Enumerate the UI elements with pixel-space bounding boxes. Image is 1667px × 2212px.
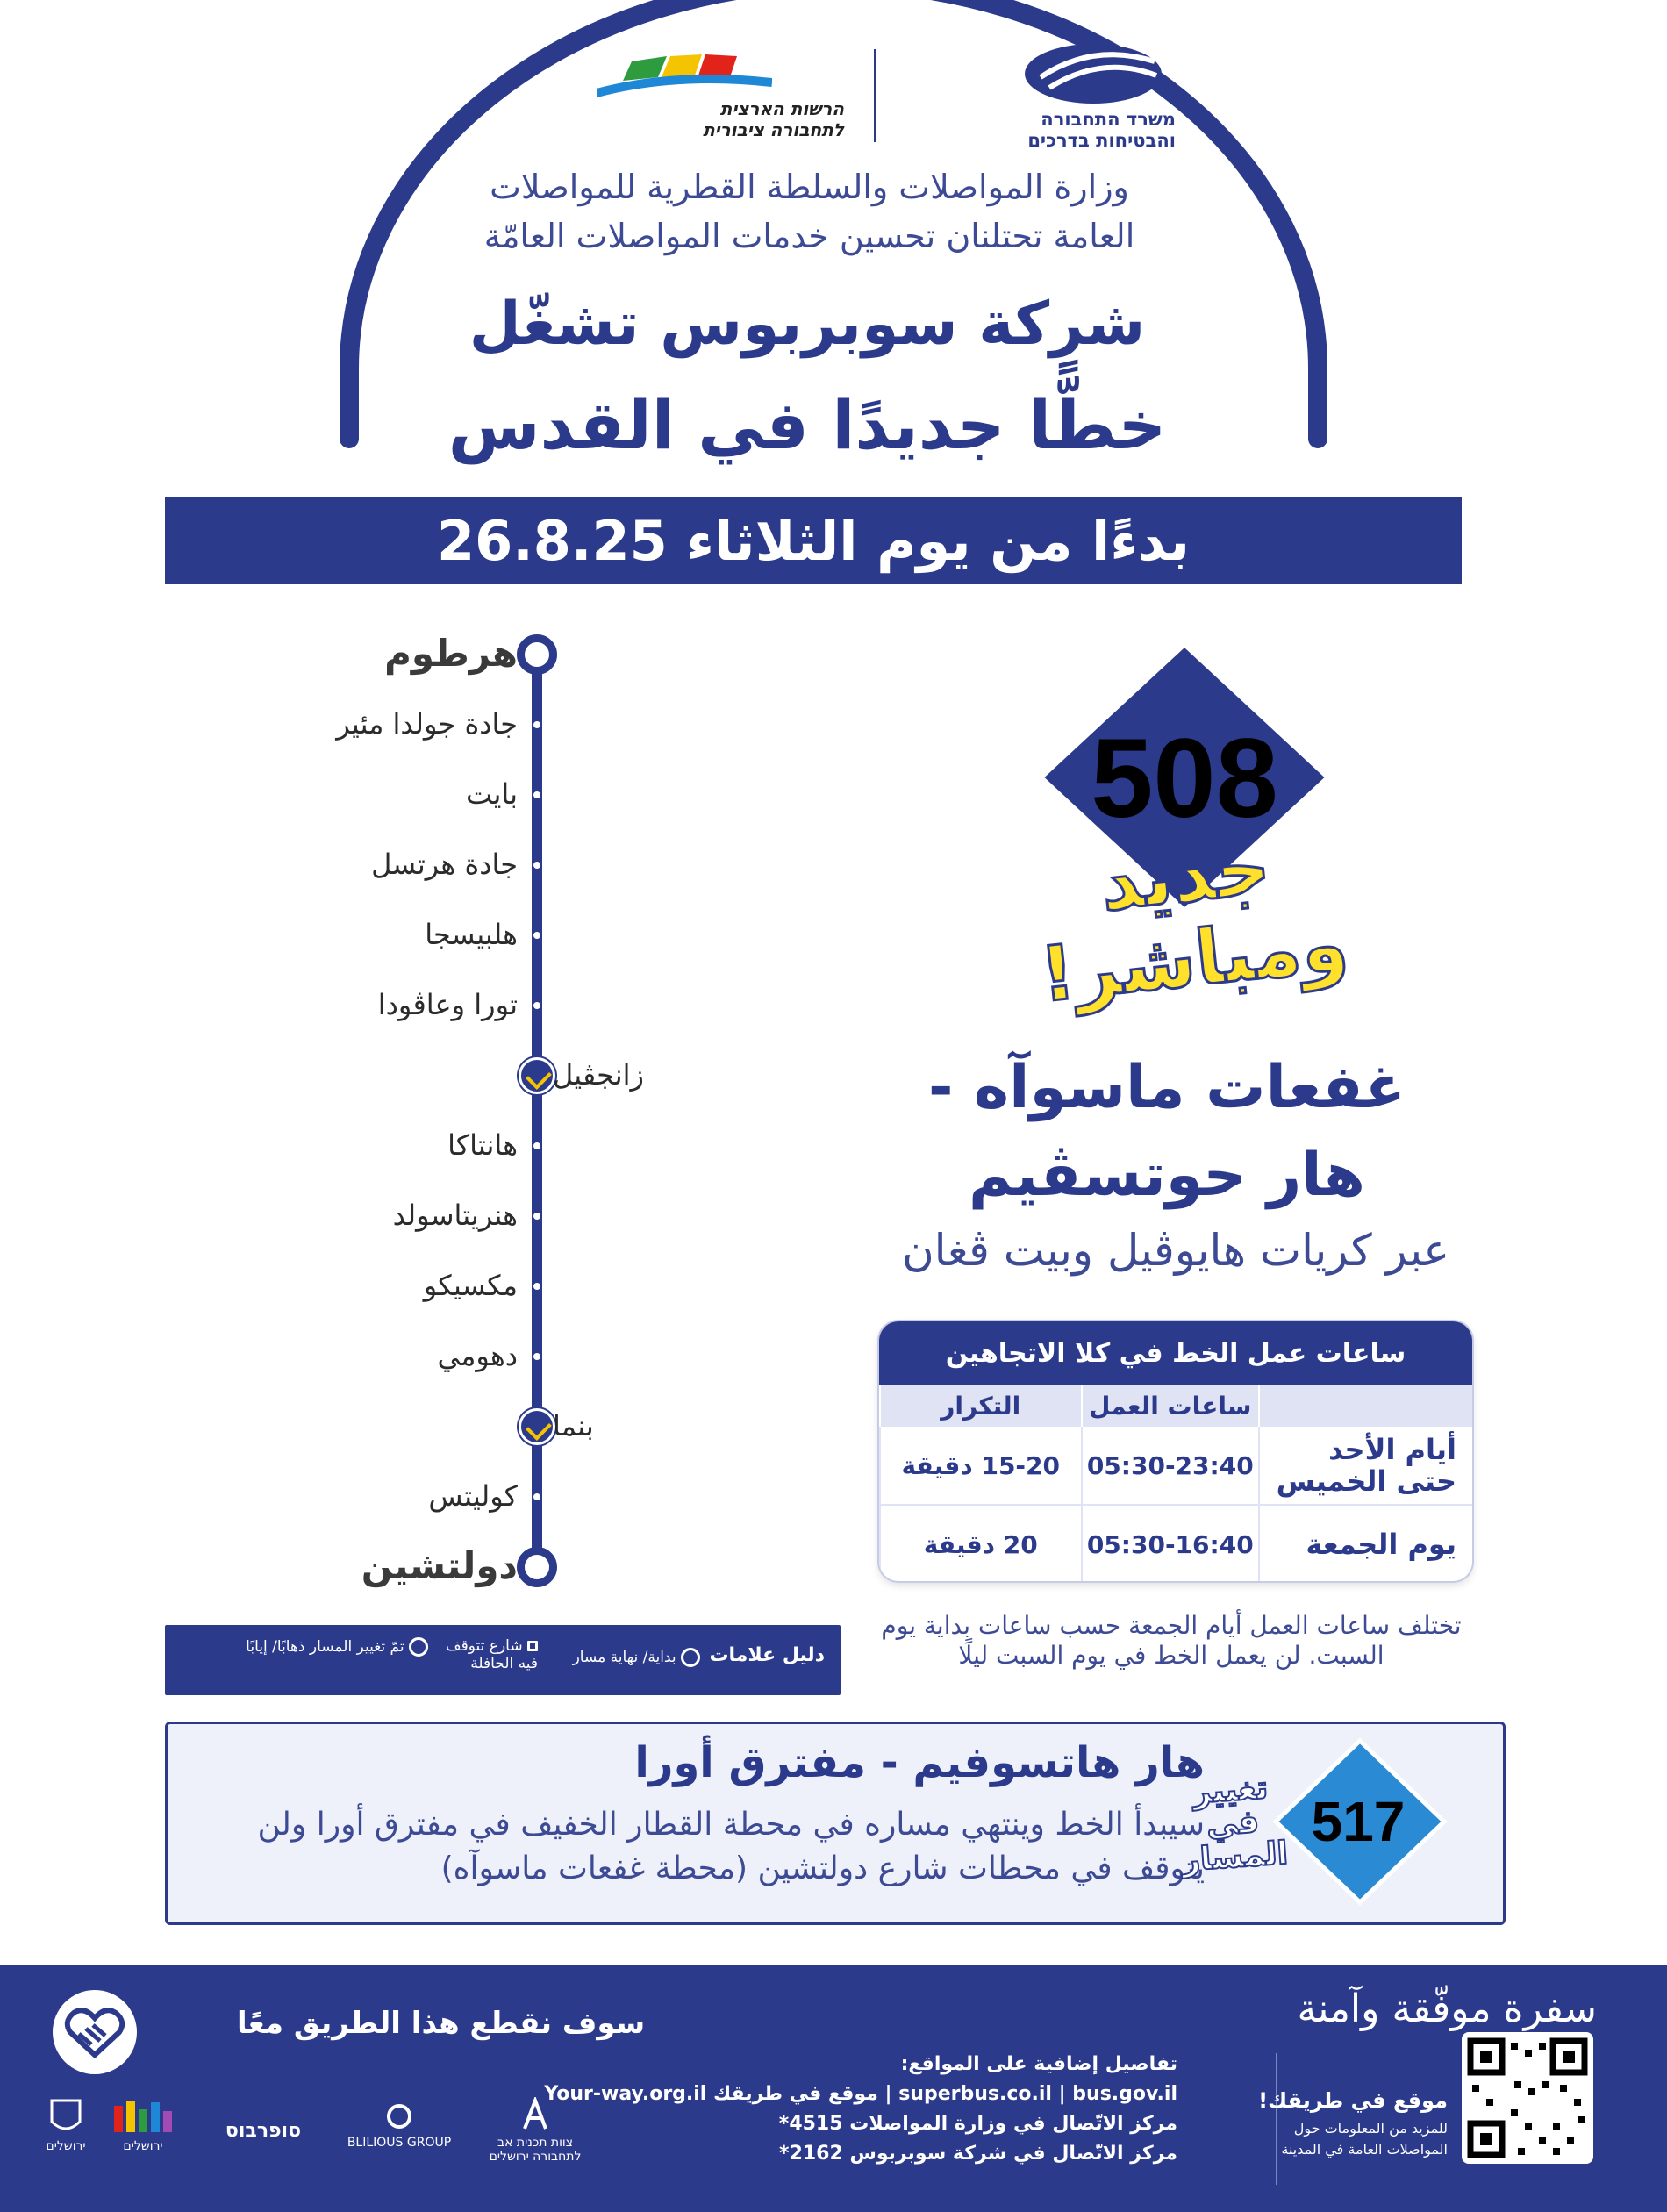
destination-line-2: هار حوتسڤيم: [969, 1141, 1365, 1210]
stop-marker: [533, 1283, 540, 1290]
hours-header-hours: ساعات العمل: [1082, 1385, 1260, 1427]
qr-code[interactable]: [1462, 2032, 1593, 2164]
stop-name: دهومي: [437, 1339, 518, 1372]
stop-marker: [533, 1213, 540, 1220]
stop-name: تورا وعاڤودا: [377, 988, 518, 1021]
transfer-stop-marker: [519, 1057, 555, 1094]
authority-stripes-icon: [597, 53, 772, 105]
blilious-logo-icon: [382, 2097, 417, 2132]
footer: [0, 1965, 1667, 2212]
hours-table: [879, 1385, 1472, 1581]
stop-name: زانجڤيل: [553, 1058, 644, 1092]
intro-text: [395, 162, 1224, 261]
partner-logo-plan: צוות תכנית אב לתחבורה ירושלים: [474, 2097, 597, 2158]
safe-trip-slogan: سفرة موفّقة وآمنة: [1297, 1987, 1597, 2031]
hours-frequency: 15-20 دقيقة: [880, 1427, 1082, 1505]
stop-name: جادة جولدا مئير: [336, 707, 518, 741]
headline-line-1: شركة سوبربوس تشغّل: [469, 290, 1146, 359]
terminal-stop-marker: [517, 1547, 557, 1587]
handshake-icon: [53, 1990, 137, 2074]
ministry-logo: [886, 42, 1176, 151]
via-text: عبر كريات هايوڤيل وبيت ڤغان: [901, 1225, 1450, 1276]
hours-range: 05:30-23:40: [1082, 1427, 1260, 1505]
details-sites[interactable]: superbus.co.il | bus.gov.il | موقع في طريقك Your-way.org.il: [544, 2083, 1177, 2105]
stop-symbol-icon: [527, 1641, 538, 1651]
stop-name: جادة هرتسل: [371, 848, 518, 881]
stop-name: مكسيكو: [423, 1269, 518, 1302]
partner-logo-city-color: ירושלים: [104, 2097, 182, 2158]
partner-logo-superbus: סופרבוס: [225, 2120, 302, 2142]
change-line-number: 517: [1311, 1790, 1406, 1853]
date-banner: بدءًا من يوم الثلاثاء 26.8.25: [165, 497, 1462, 584]
new-tag-line-1: جديد: [1096, 823, 1275, 929]
stop-name: هرطوم: [384, 632, 518, 675]
stop-name: هلبيسجا: [425, 918, 518, 951]
authority-logo: [588, 53, 860, 140]
new-direct-tag: [1024, 818, 1356, 1019]
hours-day: يوم الجمعة: [1259, 1505, 1472, 1581]
transfer-symbol-icon: [409, 1637, 428, 1657]
hours-header-freq: التكرار: [880, 1385, 1082, 1427]
change-tag: تغيير في المسار: [1180, 1770, 1290, 1879]
headline-line-2: خطًّا جديدًا في القدس: [447, 386, 1167, 464]
qr-title: موقع في طريقك!: [1258, 2088, 1448, 2113]
hours-note: تختلف ساعات العمل أيام الجمعة حسب ساعات بداية يوم السبت. لن يعمل الخط في يوم السبت ليلًا: [881, 1611, 1462, 1670]
hours-table-card: [879, 1321, 1472, 1581]
stop-name: كوليتس: [428, 1479, 518, 1513]
partner-logo-blilious: BLILIOUS GROUP: [342, 2097, 456, 2158]
intro-line-1: وزارة المواصلات والسلطة القطرية للمواصلات: [490, 168, 1129, 206]
hours-range: 05:30-16:40: [1082, 1505, 1260, 1581]
ministry-logo-text: משרד התחבורה והבטיחות בדרכים: [1027, 109, 1176, 151]
city-color-logo-icon: [112, 2097, 174, 2136]
stop-marker: [533, 1142, 540, 1149]
change-title: هار هاتسوفيم - مفترق أورا: [634, 1738, 1205, 1787]
intro-line-2: العامة تحتلنان تحسين خدمات المواصلات العامّة: [483, 217, 1135, 255]
legend-start-end: بداية/ نهاية مسار: [573, 1648, 700, 1667]
hours-row: [880, 1505, 1472, 1581]
stop-name: هنريتاسولد: [392, 1199, 518, 1232]
stop-marker: [533, 862, 540, 869]
together-slogan: سوف نقطع هذا الطريق معًا: [237, 2006, 646, 2041]
legend-title: دليل علامات: [709, 1644, 825, 1666]
details-title: تفاصيل إضافية على المواقع:: [900, 2053, 1177, 2075]
partner-logo-jerusalem: ירושלים: [35, 2097, 97, 2158]
hours-row: [880, 1427, 1472, 1505]
plan-logo-icon: [518, 2097, 553, 2132]
stop-name: بايت: [466, 777, 518, 811]
new-tag-line-2: ومباشر!: [1036, 899, 1352, 1020]
stop-name: هانتاكا: [447, 1128, 518, 1162]
hours-header-day: [1259, 1385, 1472, 1427]
stop-marker: [533, 1353, 540, 1360]
stop-name: دولتشين: [361, 1544, 518, 1587]
stop-marker: [533, 721, 540, 728]
jerusalem-emblem-icon: [48, 2097, 83, 2136]
logo-divider: [874, 49, 876, 142]
hours-title: ساعات عمل الخط في كلا الاتجاهين: [879, 1321, 1472, 1385]
stop-marker: [533, 1493, 540, 1500]
destination-line-1: غفعات ماسوآه -: [928, 1053, 1406, 1122]
stop-marker: [533, 932, 540, 939]
stop-name: بنما: [553, 1409, 594, 1442]
hours-frequency: 20 دقيقة: [880, 1505, 1082, 1581]
destination: [886, 1044, 1448, 1220]
stop-marker: [533, 791, 540, 798]
terminal-symbol-icon: [681, 1648, 700, 1667]
hours-day: أيام الأحد حتى الخميس: [1259, 1427, 1472, 1505]
stop-marker: [533, 1002, 540, 1009]
authority-logo-text: הרשות הארצית לתחבורה ציבורית: [703, 98, 844, 140]
transfer-stop-marker: [519, 1408, 555, 1445]
ministry-call-center: مركز الاتّصال في وزارة المواصلات 4515*: [778, 2113, 1177, 2135]
line-number: 508: [1091, 716, 1278, 841]
legend-street-stop: شارع تتوقف فيه الحافلة: [446, 1637, 538, 1672]
ministry-emblem-icon: [1023, 42, 1163, 105]
change-body: سيبدأ الخط وينتهي مساره في محطة القطار الخفيف في مفترق أورا ولن يتوقف في محطات شارع دولتشين (محطة غفعات ماسوآه): [257, 1807, 1205, 1886]
superbus-call-center: مركز الاتّصال في شركة سوبربوس 2162*: [779, 2143, 1177, 2165]
qr-subtitle: للمزيد من المعلومات حول المواصلات العامة في المدينة: [1281, 2120, 1448, 2158]
legend: [165, 1625, 841, 1695]
legend-direction-change: تمّ تغيير المسار ذهابًا/ إيابًا: [200, 1637, 428, 1657]
terminal-stop-marker: [517, 634, 557, 675]
